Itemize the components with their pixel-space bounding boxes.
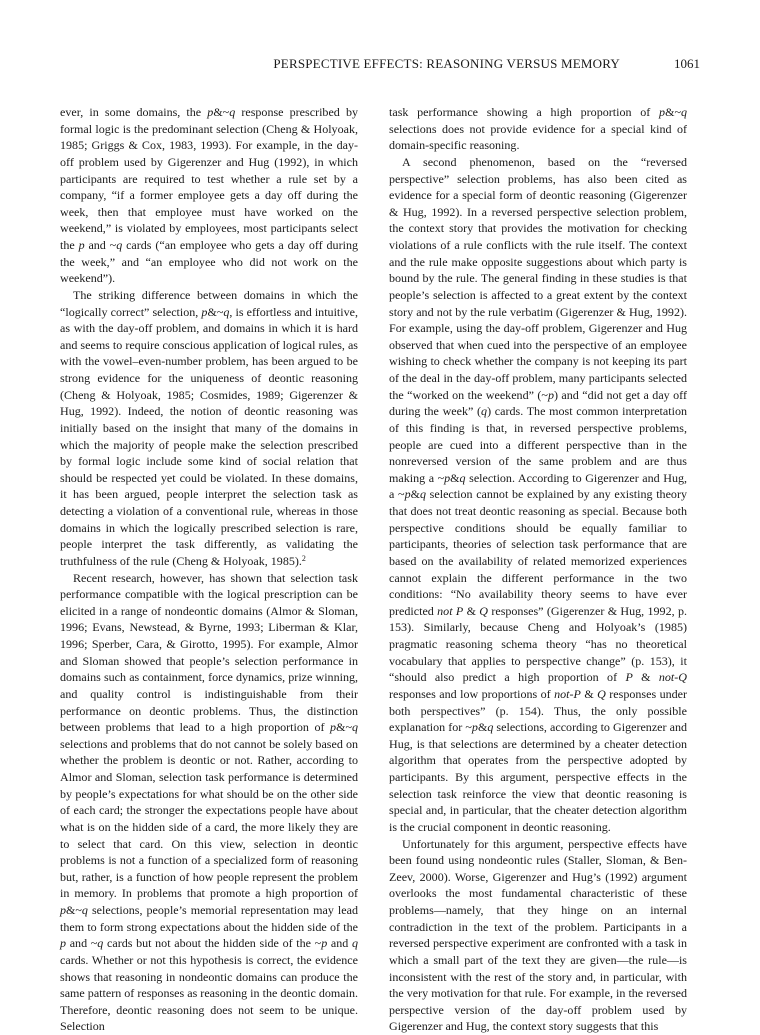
paragraph: Recent research, however, has shown that selection task performance compatible with the logical prescription can be elicited in a range of nondeontic domains (Almor & Sloman, 1996; Evans, Newstead, & Byrne, 1993; Liberman & Klar, 1996; Sperber, Cara, & Girotto, 1995). For example, Almor and Sloman showed that people’s selection performance in domains such as containment, force dynamics, prize winning, and quality control is indistinguishable from their performance on deontic problems. Thus, the distinction between problems that lead to a high proportion of p&~q selections and problems that do not cannot be solely based on whether the problem is deontic or not. Rather, according to Almor and Sloman, selection task performance is determined by people’s expectations for what should be on the other side of each card; the stronger the expectations people have about what is on the hidden side of a card, the more likely they are to select that card. On this view, selection in deontic problems is not a function of a specialized form of reasoning but, rather, is a function of how people represent the problem in memory. In problems that promote a high proportion of p&~q selections, people’s memorial representation may lead them to form strong expectations about the hidden side of the p and ~q cards but not about the hidden side of the ~p and q cards. Whether or not this hypothesis is correct, the evidence shows that reasoning in nondeontic domains can produce the same pattern of responses as reasoning in the deontic domain. Therefore, deontic reasoning does not seem to be unique. Selection: [60, 570, 358, 1035]
paragraph: Unfortunately for this argument, perspective effects have been found using nondeontic rules (Staller, Sloman, & Ben-Zeev, 2000). Worse, Gigerenzer and Hug’s (1992) argument overlooks the most fundamental characteristic of these problems—namely, that they hinge on an internal contradiction in the text of the problem. Participants in a reversed perspective experiment are confronted with a task in which a small part of the text they are given—the rule—is inconsistent with the rest of the story and, in particular, with the very motivation for that rule. For example, in the reversed perspective version of the day-off problem used by Gigerenzer and Hug, the context story suggests that this: [389, 836, 687, 1035]
page-number: 1061: [674, 56, 700, 72]
left-column: [60, 104, 358, 1035]
right-column: [389, 104, 687, 1035]
paragraph: ever, in some domains, the p&~q response prescribed by formal logic is the predominant selection (Cheng & Holyoak, 1985; Griggs & Cox, 1983, 1993). For example, in the day-off problem used by Gigerenzer and Hug (1992), in which participants are required to test whether a rule set by a company, “if a former employee gets a day off during the week, then that employee must have worked on the weekend,” is violated by employees, most participants select the p and ~q cards (“an employee who gets a day off during the week,” and “an employee who did not work on the weekend”).: [60, 104, 358, 287]
paragraph: A second phenomenon, based on the “reversed perspective” selection problems, has also been cited as evidence for a special form of deontic reasoning (Gigerenzer & Hug, 1992). In a reversed perspective selection problem, the context story that provides the motivation for checking violations of a rule conflicts with the rule itself. The context and the rule make opposite suggestions about which party is bound by the rule. The general finding in these studies is that people’s selection is affected to a great extent by the context story and not by the rule verbatim (Gigerenzer & Hug, 1992). For example, using the day-off problem, Gigerenzer and Hug observed that when cued into the perspective of an employee wishing to check whether the company is not keeping its part of the deal in the day-off problem, many participants selected the “worked on the weekend” (~p) and “did not get a day off during the week” (q) cards. The most common interpretation of this finding is that, in reversed perspective problems, people are cued into a different perspective than in the nonreversed version of the same problem and are thus making a ~p&q selection. According to Gigerenzer and Hug, a ~p&q selection cannot be explained by any existing theory that does not treat deontic reasoning as special. Because both perspective conditions should be equally familiar to participants, theories of selection task performance that are based on the availability of related memorized experiences cannot explain the different performance in the two conditions: “No availability theory seems to have ever predicted not P & Q responses” (Gigerenzer & Hug, 1992, p. 153). Similarly, because Cheng and Holyoak’s (1985) pragmatic reasoning schema theory “has no theoretical vocabulary that applies to perspective change” (p. 153), it “should also predict a high proportion of P & not-Q responses and low proportions of not-P & Q responses under both perspectives” (p. 154). Thus, the only possible explanation for ~p&q selections, according to Gigerenzer and Hug, is that selections are determined by a cheater detection algorithm that operates from the perspective adopted by participants. By this argument, perspective effects in the selection task reinforce the view that deontic reasoning is special and, in particular, that the cheater detection algorithm is the crucial component in deontic reasoning.: [389, 154, 687, 836]
paragraph: The striking difference between domains in which the “logically correct” selection, p&~q, is effortless and intuitive, as with the day-off problem, and domains in which it is hard and seems to require conscious application of logical rules, as with the vowel–even-number problem, has been argued to be strong evidence for the uniqueness of deontic reasoning (Cheng & Holyoak, 1985; Cosmides, 1989; Gigerenzer & Hug, 1992). Indeed, the notion of deontic reasoning was initially based on the insight that many of the domains in which the majority of people make the selection prescribed by formal logic include some kind of social relation that should be respected yet could be violated. In these domains, it has been argued, people interpret the selection task as detecting a violation of a conventional rule, whereas in those domains in which the logically prescribed selection is rare, people interpret the task differently, as validating the truthfulness of the rule (Cheng & Holyoak, 1985).$^2$: [60, 287, 358, 570]
paragraph: task performance showing a high proportion of p&~q selections does not provide evidence for a special kind of domain-specific reasoning.: [389, 104, 687, 154]
running-title: PERSPECTIVE EFFECTS: REASONING VERSUS MEMORY: [273, 56, 620, 72]
running-header: [60, 56, 700, 78]
